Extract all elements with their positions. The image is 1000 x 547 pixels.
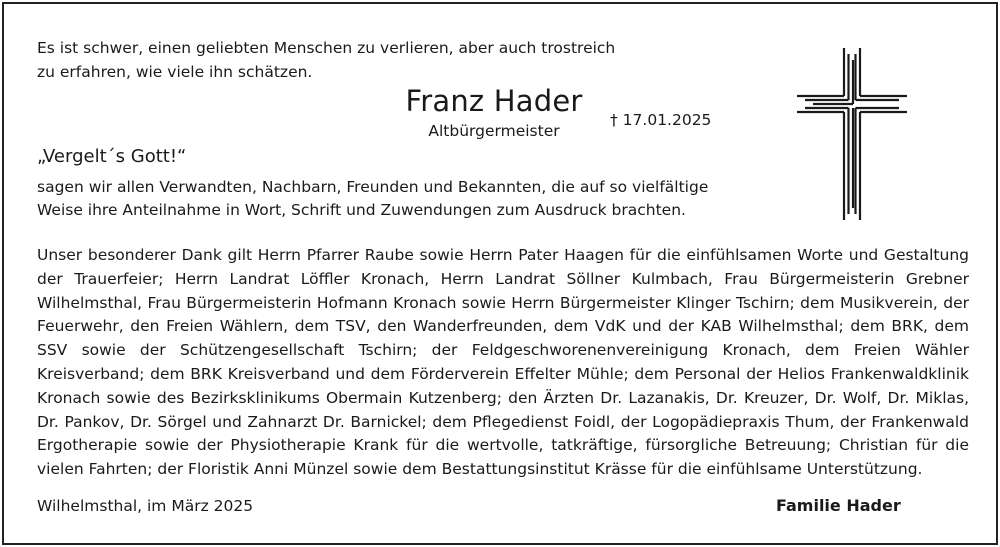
thanks-line-2: Weise ihre Anteilnahme in Wort, Schrift und Zuwendungen zum Ausdruck brachten. xyxy=(37,201,686,219)
christian-cross-icon xyxy=(797,48,907,220)
deceased-title: Altbürgermeister xyxy=(428,122,560,140)
quote-heading: „Vergelt´s Gott!“ xyxy=(37,146,187,167)
intro-line-2: zu erfahren, wie viele ihn schätzen. xyxy=(37,63,313,81)
thanks-line-1: sagen wir allen Verwandten, Nachbarn, Freunden und Bekannten, die auf so vielfältige xyxy=(37,178,709,196)
obituary-card xyxy=(2,2,998,545)
signature: Familie Hader xyxy=(776,496,901,515)
deceased-name: Franz Hader xyxy=(405,84,583,118)
date-of-death: † 17.01.2025 xyxy=(610,111,712,129)
place-and-date: Wilhelmsthal, im März 2025 xyxy=(37,497,254,515)
intro-line-1: Es ist schwer, einen geliebten Menschen zu verlieren, aber auch trostreich xyxy=(37,39,616,57)
acknowledgements-paragraph: Unser besonderer Dank gilt Herrn Pfarrer Raube sowie Herrn Pater Haagen für die einfühlsamen Worte und Gestaltung der Trauerfeier; Herrn Landrat Löffler Kronach, Herrn Landrat Söllner Kulmbach, Frau Bürgermeisterin Grebner Wilhelmsthal, Frau Bürgermeisterin Hofmann Kronach sowie Herrn Bürgermeister Klinger Tschirn; dem Musikverein, der Feuerwehr, den Freien Wählern, dem TSV, den Wanderfreunden, dem VdK und der KAB Wilhelmsthal; dem BRK, dem SSV sowie der Schützengesellschaft Tschirn; der Feldgeschworenenvereinigung Kronach, dem Freien Wähler Kreisverband; dem BRK Kreisverband und dem Förderverein Effelter Mühle; dem Personal der Helios Frankenwaldklinik Kronach sowie des Bezirksklinikums Obermain Kutzenberg; den Ärzten Dr. Lazanakis, Dr. Kreuzer, Dr. Wolf, Dr. Miklas, Dr. Pankov, Dr. Sörgel und Zahnarzt Dr. Barnickel; dem Pflegedienst Foidl, der Logopädiepraxis Thum, der Frankenwald Ergotherapie sowie der Physiotherapie Krank für die wertvolle, tatkräftige, fürsorgliche Betreuung; Christian für die vielen Fahrten; der Floristik Anni Münzel sowie dem Bestattungsinstitut Krässe für die einfühlsame Unterstützung. xyxy=(37,246,969,479)
